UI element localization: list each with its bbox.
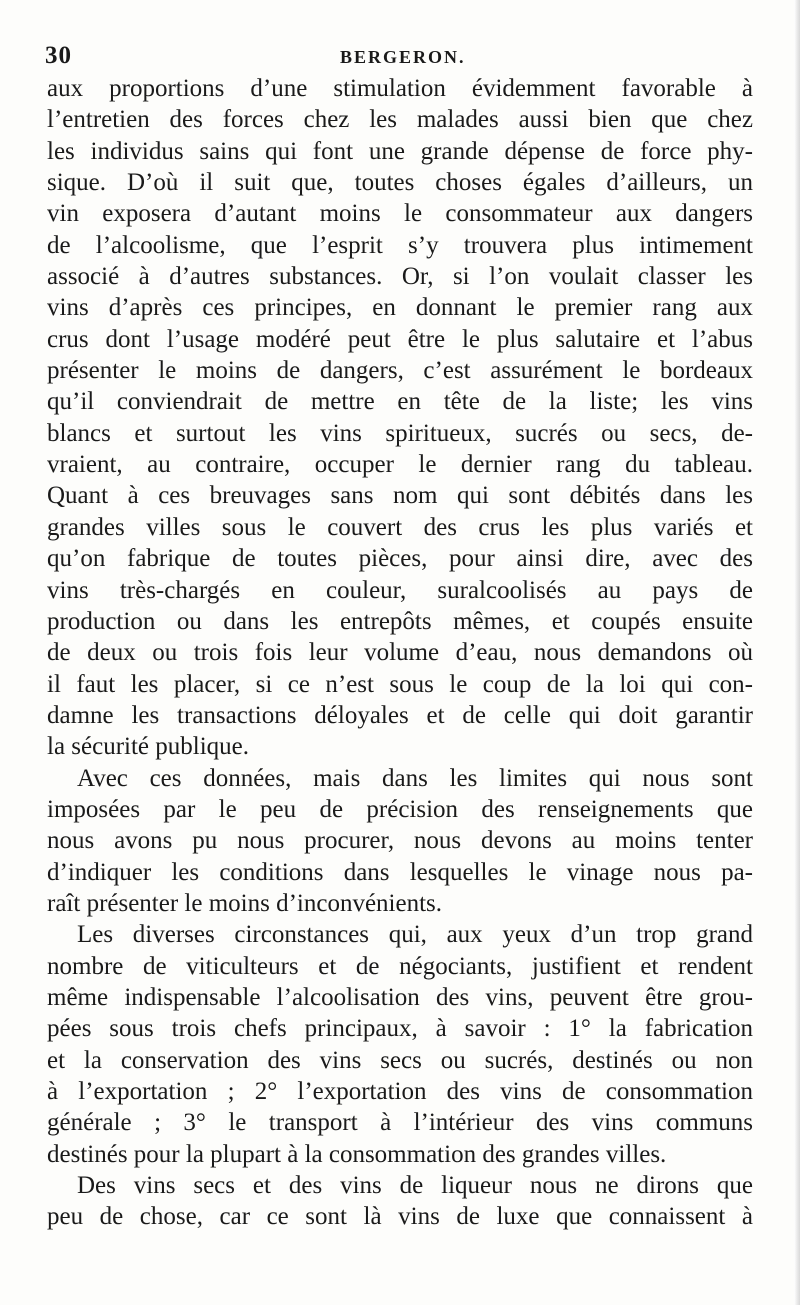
page-header — [45, 42, 745, 74]
text-line: destinés pour la plupart à la consommation des grandes villes. — [47, 1140, 667, 1168]
text-line: générale ; 3° le transport à l’intérieur des vins communs — [47, 1109, 753, 1137]
text-line: vins très-chargés en couleur, suralcoolisés au pays de — [47, 576, 753, 604]
text-line: à l’exportation ; 2° l’exportation des vins de consommation — [47, 1078, 753, 1105]
text-line: damne les transactions déloyales et de celle qui doit garantir — [47, 701, 753, 729]
text-line: les individus sains qui font une grande dépense de force phy- — [47, 137, 753, 165]
text-line: il faut les placer, si ce n’est sous le coup de la loi qui con- — [47, 670, 753, 698]
text-line: d’indiquer les conditions dans lesquelles le vinage nous pa- — [47, 858, 753, 886]
text-line: l’entretien des forces chez les malades aussi bien que chez — [47, 106, 753, 134]
text-line: pées sous trois chefs principaux, à savoir : 1° la fabrication — [47, 1015, 753, 1043]
text-line: aux proportions d’une stimulation évidemment favorable à — [47, 75, 753, 102]
text-line: vraient, au contraire, occuper le dernier rang du tableau. — [47, 451, 753, 479]
text-line: Les diverses circonstances qui, aux yeux d’un trop grand — [77, 921, 753, 949]
text-line: et la conservation des vins secs ou sucrés, destinés ou non — [47, 1046, 753, 1074]
text-line: qu’il conviendrait de mettre en tête de la liste; les vins — [47, 388, 753, 416]
text-line: qu’on fabrique de toutes pièces, pour ainsi dire, avec des — [47, 545, 753, 573]
text-line: nombre de viticulteurs et de négociants, justifient et rendent — [47, 952, 753, 980]
text-line: la sécurité publique. — [47, 733, 250, 761]
body-text — [47, 73, 753, 1233]
text-line: production ou dans les entrepôts mêmes, et coupés ensuite — [47, 607, 753, 635]
text-line: crus dont l’usage modéré peut être le plus salutaire et l’abus — [47, 325, 753, 353]
text-line: de deux ou trois fois leur volume d’eau, nous demandons où — [47, 639, 753, 667]
text-line: présenter le moins de dangers, c’est assurément le bordeaux — [47, 357, 753, 385]
text-line: raît présenter le moins d’inconvénients. — [47, 889, 443, 917]
text-line: nous avons pu nous procurer, nous devons au moins tenter — [47, 827, 753, 855]
running-head: BERGERON. — [340, 47, 466, 67]
text-line: imposées par le peu de précision des renseignements que — [47, 795, 753, 823]
page-edge-shadow — [794, 0, 800, 1305]
text-line: sique. D’où il suit que, toutes choses égales d’ailleurs, un — [47, 169, 753, 197]
text-line: Quant à ces breuvages sans nom qui sont débités dans les — [47, 482, 753, 510]
text-line: Avec ces données, mais dans les limites qui nous sont — [77, 764, 753, 792]
text-line: blancs et surtout les vins spiritueux, sucrés ou secs, de- — [47, 419, 753, 447]
text-line: vins d’après ces principes, en donnant le premier rang aux — [47, 294, 753, 322]
text-line: Des vins secs et des vins de liqueur nous ne dirons que — [77, 1172, 753, 1200]
text-line: peu de chose, car ce sont là vins de luxe que connaissent à — [47, 1203, 753, 1231]
text-line: grandes villes sous le couvert des crus les plus variés et — [47, 513, 753, 541]
text-line: associé à d’autres substances. Or, si l’on voulait classer les — [47, 263, 753, 291]
text-line: vin exposera d’autant moins le consommateur aux dangers — [47, 200, 753, 228]
text-line: de l’alcoolisme, que l’esprit s’y trouvera plus intimement — [47, 231, 753, 259]
page-number: 30 — [45, 42, 72, 69]
text-line: même indispensable l’alcoolisation des vins, peuvent être grou- — [47, 983, 753, 1011]
